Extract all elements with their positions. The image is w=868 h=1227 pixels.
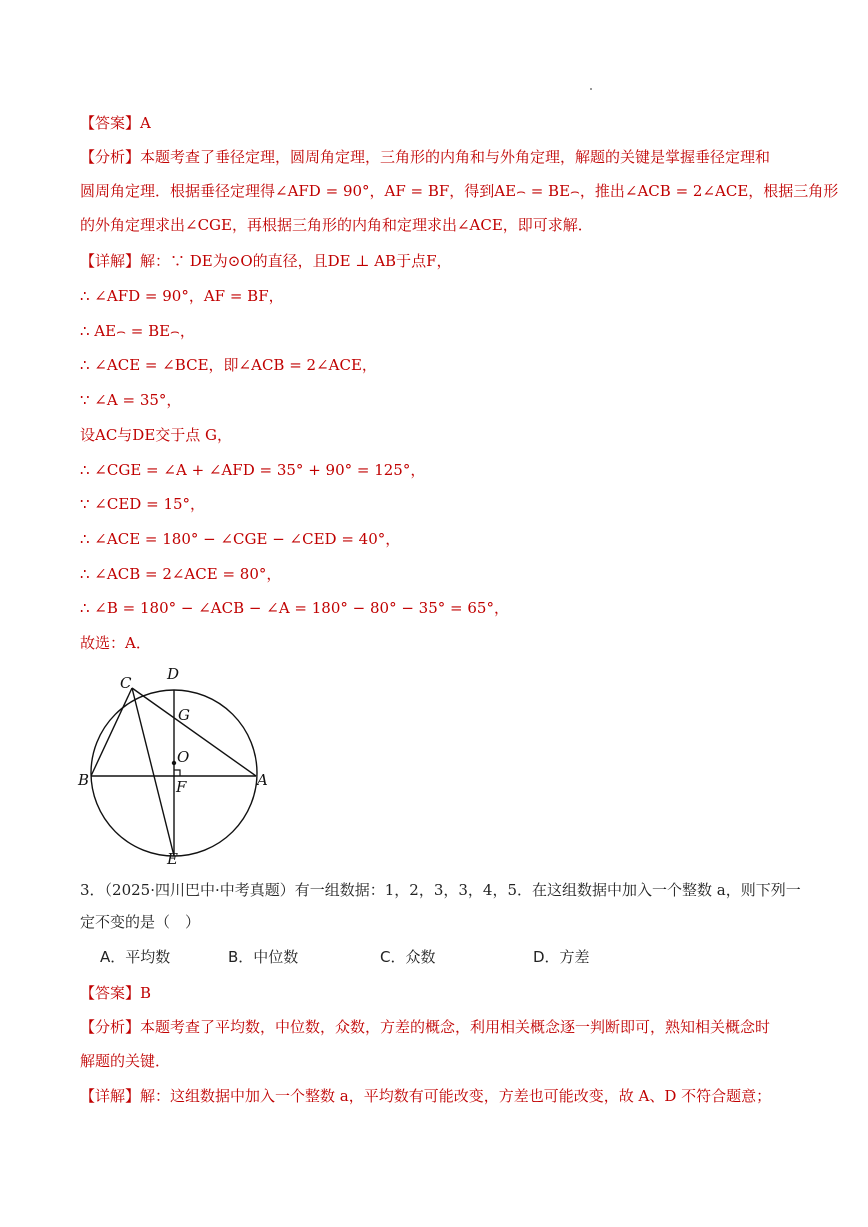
- q3-answer: 【答案】B: [80, 984, 152, 1002]
- center-point: [172, 761, 176, 765]
- q2-answer: 【答案】A: [80, 114, 151, 132]
- label-e: E: [167, 850, 178, 868]
- q3-option-a: A．平均数: [100, 948, 171, 966]
- q2-step-4: ∵ ∠A = 35°，: [80, 391, 182, 409]
- label-b: B: [78, 771, 90, 789]
- q2-step-10: ∴ ∠B = 180° − ∠ACB − ∠A = 180° − 80° − 35° = 65°，: [80, 599, 509, 617]
- circle-geometry-diagram: [76, 660, 276, 870]
- q2-conclusion: 故选：A．: [80, 634, 151, 652]
- q2-step-9: ∴ ∠ACB = 2∠ACE = 80°，: [80, 565, 282, 583]
- q2-detail-head: 【详解】解：∵ DE为⊙O的直径，且DE ⊥ AB于点F，: [80, 252, 452, 270]
- q3-stem-line-1: 3．（2025·四川巴中·中考真题）有一组数据：1，2，3，3，4，5．在这组数据中加入一个整数 a，则下列一: [80, 881, 801, 899]
- label-a: A: [257, 771, 268, 789]
- label-f: F: [176, 778, 187, 796]
- q2-analysis-line-2: 圆周角定理．根据垂径定理得∠AFD = 90°，AF = BF，得到AE⌢ = BE⌢，推出∠ACB = 2∠ACE，根据三角形: [80, 182, 839, 200]
- q2-step-8: ∴ ∠ACE = 180° − ∠CGE − ∠CED = 40°，: [80, 530, 401, 548]
- q2-step-5: 设AC与DE交于点 G，: [80, 426, 233, 444]
- right-angle-mark: [174, 770, 180, 776]
- q3-option-b: B．中位数: [228, 948, 299, 966]
- label-o: O: [177, 748, 190, 766]
- q2-step-2: ∴ AE⌢ = BE⌢，: [80, 322, 195, 340]
- q3-stem-line-2: 定不变的是（ ）: [80, 913, 201, 931]
- q3-analysis-line-2: 解题的关键．: [80, 1052, 171, 1070]
- q3-analysis-line-1: 【分析】本题考查了平均数，中位数，众数，方差的概念，利用相关概念逐一判断即可，熟知相关概念时: [80, 1018, 771, 1036]
- q3-option-c: C．众数: [380, 948, 436, 966]
- q2-step-1: ∴ ∠AFD = 90°，AF = BF，: [80, 287, 284, 305]
- stray-dot: [590, 88, 592, 90]
- segment-cb: [91, 688, 132, 776]
- label-g: G: [178, 706, 190, 724]
- label-d: D: [167, 665, 180, 683]
- q2-analysis-line-3: 的外角定理求出∠CGE，再根据三角形的内角和定理求出∠ACE，即可求解．: [80, 216, 593, 234]
- q3-detail-line-1: 【详解】解：这组数据中加入一个整数 a，平均数有可能改变，方差也可能改变，故 A、D 不符合题意；: [80, 1087, 772, 1105]
- q2-step-3: ∴ ∠ACE = ∠BCE，即∠ACB = 2∠ACE，: [80, 356, 377, 374]
- q2-step-6: ∴ ∠CGE = ∠A + ∠AFD = 35° + 90° = 125°，: [80, 461, 426, 479]
- q2-analysis-line-1: 【分析】本题考查了垂径定理，圆周角定理，三角形的内角和与外角定理，解题的关键是掌握垂径定理和: [80, 148, 771, 166]
- q3-option-d: D．方差: [533, 948, 590, 966]
- label-c: C: [120, 674, 132, 692]
- q2-step-7: ∵ ∠CED = 15°，: [80, 495, 206, 513]
